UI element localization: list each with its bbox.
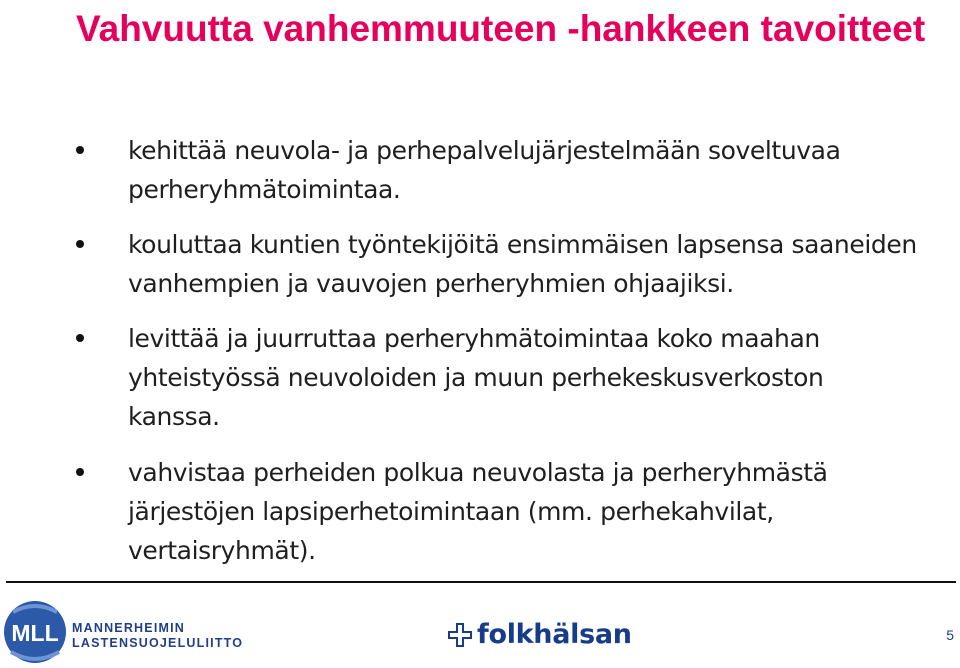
- bullet-dot-icon: [76, 334, 84, 342]
- mll-name: [72, 621, 243, 651]
- mll-logo-icon: [3, 600, 67, 664]
- bullet-item: [128, 453, 918, 570]
- bullet-dot-icon: [76, 468, 84, 476]
- bullet-item: [128, 225, 918, 303]
- mll-name-line2: LASTENSUOJELULIITTO: [72, 636, 244, 650]
- bullet-dot-icon: [76, 240, 84, 248]
- mll-logo-letters: MLL: [11, 620, 59, 646]
- slide-title: Vahvuutta vanhemmuuteen -hankkeen tavoitteet: [76, 8, 926, 49]
- mll-name-line1: MANNERHEIMIN: [72, 621, 186, 635]
- bullet-text: kouluttaa kuntien työntekijöitä ensimmäisen lapsensa saaneiden vanhempien ja vauvojen perheryhmien ohjaajiksi.: [128, 230, 917, 298]
- bullet-item: [128, 319, 918, 436]
- bullet-dot-icon: [76, 146, 84, 154]
- bullet-item: [128, 131, 918, 209]
- page-number: 5: [946, 627, 954, 643]
- footer-divider: [6, 581, 956, 583]
- folkhalsan-logo: [447, 618, 632, 652]
- bullet-text: levittää ja juurruttaa perheryhmätoimintaa koko maahan yhteistyössä neuvoloiden ja muun perhekeskusverkoston kanssa.: [128, 324, 824, 431]
- folkhalsan-wordmark: folkhälsan: [477, 619, 632, 650]
- bullet-text: kehittää neuvola- ja perhepalvelujärjestelmään soveltuvaa perheryhmätoimintaa.: [128, 136, 841, 204]
- bullet-text: vahvistaa perheiden polkua neuvolasta ja perheryhmästä järjestöjen lapsiperhetoimintaan (mm. perhekahvilat, vertaisryhmät).: [128, 458, 828, 565]
- cross-logo-icon: [447, 622, 473, 648]
